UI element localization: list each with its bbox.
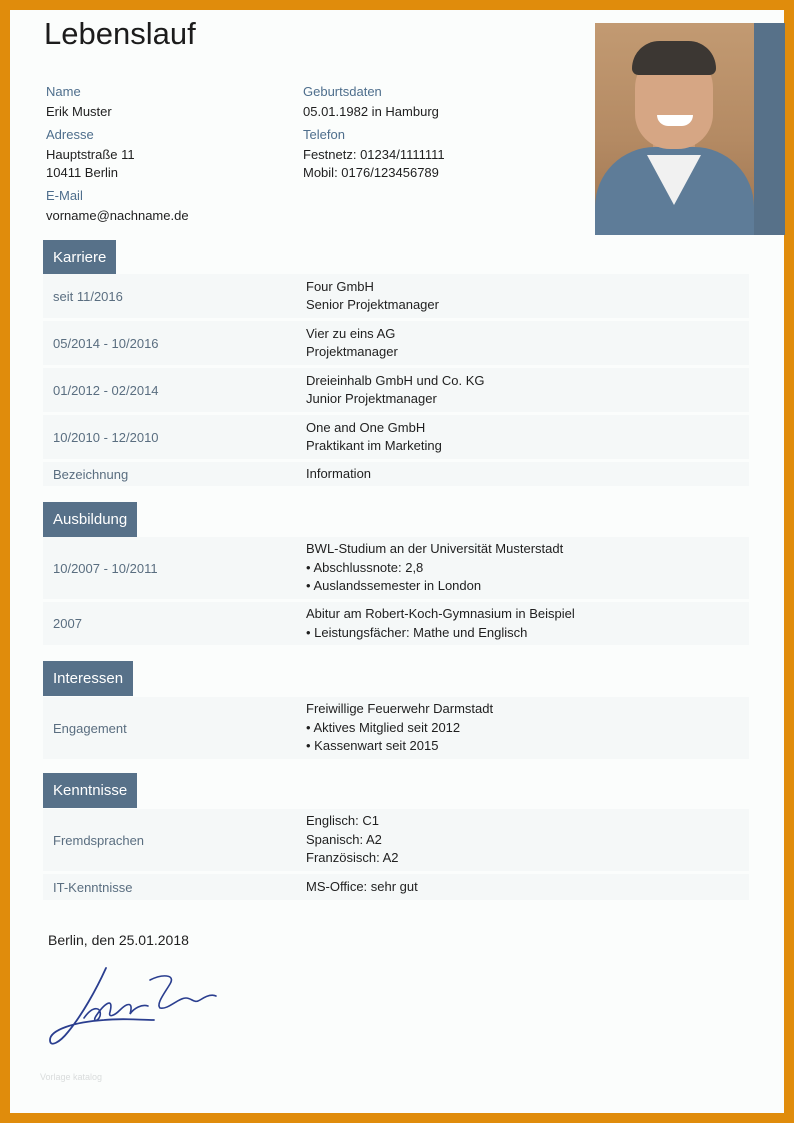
name-value: Erik Muster [46,104,112,119]
row-line: Französisch: A2 [306,850,399,866]
row-period: Engagement [53,720,127,736]
address-line-2: 10411 Berlin [46,165,119,180]
row-period: Bezeichnung [53,466,129,482]
row-period: seit 11/2016 [53,288,123,304]
row-line: Vier zu eins AG [306,325,396,341]
phone-label: Telefon [303,127,345,142]
table-row [43,368,749,412]
birth-value: 05.01.1982 in Hamburg [303,104,439,119]
row-line: • Auslandssemester in London [306,578,482,594]
row-line: One and One GmbH [306,419,426,435]
row-info [306,462,371,486]
cv-page [10,10,784,1113]
row-period: 05/2014 - 10/2016 [53,335,159,351]
phone-block [303,126,445,182]
row-line: MS-Office: sehr gut [306,878,418,894]
row-line: • Abschlussnote: 2,8 [306,559,424,575]
row-info [306,368,484,412]
birth-label: Geburtsdaten [303,84,382,99]
table-row [43,602,749,645]
row-line: Junior Projektmanager [306,391,437,406]
place-date: Berlin, den 25.01.2018 [48,932,189,948]
table-row [43,874,749,900]
watermark: Vorlage katalog [40,1072,103,1082]
table-row [43,537,749,599]
row-period: 2007 [53,616,82,631]
row-line: Four GmbH [306,278,374,294]
row-info [306,697,493,759]
section-kenntnisse: Kenntnisse [43,773,137,808]
row-period: 01/2012 - 02/2014 [53,382,159,398]
row-period: IT-Kenntnisse [53,879,133,895]
row-line: Abitur am Robert-Koch-Gymnasium in Beispiel [306,606,575,621]
table-row [43,415,749,459]
row-line: Spanisch: A2 [306,831,382,847]
row-period: Fremdsprachen [53,832,145,848]
row-line: BWL-Studium an der Universität Musterstadt [306,541,564,557]
table-row [43,809,749,871]
row-info [306,415,442,459]
photo-accent-stripe [754,23,785,235]
row-line: Freiwillige Feuerwehr Darmstadt [306,701,494,717]
phone-line-1: Festnetz: 01234/1111111 [303,147,445,162]
section-karriere: Karriere [43,240,116,275]
row-info [306,537,563,599]
row-line: Dreieinhalb GmbH und Co. KG [306,372,485,388]
row-line: • Leistungsfächer: Mathe und Englisch [306,624,528,640]
row-line: Information [306,465,372,481]
address-line-1: Hauptstraße 11 [46,147,135,162]
signature [44,960,224,1060]
table-row [43,274,749,318]
row-info [306,321,398,365]
section-interessen: Interessen [43,661,133,696]
profile-photo [595,23,785,235]
birth-block [303,83,439,121]
row-period: 10/2007 - 10/2011 [53,560,158,576]
row-info [306,874,418,900]
table-row [43,321,749,365]
row-line: Projektmanager [306,344,398,359]
phone-line-2: Mobil: 0176/123456789 [303,165,439,180]
row-line: Praktikant im Marketing [306,438,442,453]
page-title: Lebenslauf [44,16,196,51]
email-block [46,187,189,225]
row-info [306,274,439,318]
name-block [46,83,112,121]
row-line: Senior Projektmanager [306,297,439,312]
email-value: vorname@nachname.de [46,208,189,223]
address-label: Adresse [46,127,94,142]
table-row [43,697,749,759]
section-ausbildung: Ausbildung [43,502,137,537]
name-label: Name [46,84,81,99]
email-label: E-Mail [46,188,83,203]
row-info [306,809,399,871]
row-period: 10/2010 - 12/2010 [53,429,159,445]
row-info [306,602,575,645]
address-block [46,126,135,182]
row-line: Englisch: C1 [306,813,379,829]
row-line: • Kassenwart seit 2015 [306,738,439,754]
table-row [43,462,749,486]
row-line: • Aktives Mitglied seit 2012 [306,719,461,735]
